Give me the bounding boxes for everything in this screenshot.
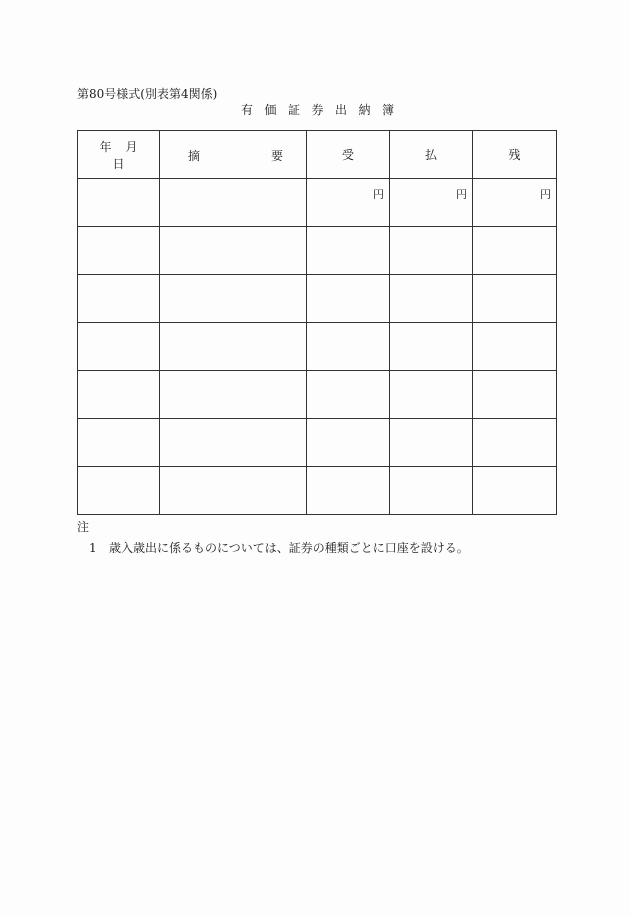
cell-summary <box>160 227 307 275</box>
cell-summary <box>160 419 307 467</box>
cell-summary <box>160 323 307 371</box>
note-text: 歳入歳出に係るものについては、証券の種類ごとに口座を設ける。 <box>109 541 469 555</box>
form-number: 第80号様式(別表第4関係) <box>77 87 218 101</box>
table-row <box>78 419 557 467</box>
cell-received <box>307 179 390 227</box>
cell-balance <box>473 227 557 275</box>
cell-date <box>78 419 160 467</box>
unit-yen-paid: 円 <box>456 188 467 201</box>
unit-yen-balance: 円 <box>540 188 551 201</box>
cell-summary <box>160 371 307 419</box>
securities-ledger-table <box>77 130 557 515</box>
table-row <box>78 227 557 275</box>
cell-received <box>307 419 390 467</box>
cell-received <box>307 323 390 371</box>
header-balance: 残 <box>473 131 557 179</box>
cell-date <box>78 275 160 323</box>
cell-received <box>307 371 390 419</box>
cell-paid <box>390 371 473 419</box>
cell-balance <box>473 179 557 227</box>
cell-summary <box>160 275 307 323</box>
cell-balance <box>473 371 557 419</box>
header-paid: 払 <box>390 131 473 179</box>
cell-received <box>307 275 390 323</box>
header-date: 年月日 <box>78 131 160 179</box>
header-summary-part2: 要 <box>271 149 284 163</box>
table-row <box>78 179 557 227</box>
cell-received <box>307 227 390 275</box>
cell-date <box>78 371 160 419</box>
cell-paid <box>390 179 473 227</box>
table-row <box>78 371 557 419</box>
cell-balance <box>473 275 557 323</box>
table-row <box>78 467 557 515</box>
header-summary <box>160 131 307 179</box>
cell-balance <box>473 323 557 371</box>
unit-yen-received: 円 <box>373 188 384 201</box>
form-title: 有価証券出納簿 <box>241 103 406 117</box>
table-header-row <box>78 131 557 179</box>
cell-date <box>78 227 160 275</box>
table-row <box>78 275 557 323</box>
cell-summary <box>160 179 307 227</box>
note-item <box>89 539 469 556</box>
cell-balance <box>473 467 557 515</box>
cell-date <box>78 323 160 371</box>
cell-received <box>307 467 390 515</box>
table-row <box>78 323 557 371</box>
cell-summary <box>160 467 307 515</box>
cell-paid <box>390 275 473 323</box>
notes-heading: 注 <box>77 520 90 534</box>
cell-paid <box>390 467 473 515</box>
cell-paid <box>390 419 473 467</box>
cell-paid <box>390 227 473 275</box>
cell-date <box>78 467 160 515</box>
header-summary-part1: 摘 <box>188 149 201 163</box>
cell-paid <box>390 323 473 371</box>
note-number: 1 <box>89 541 97 555</box>
cell-balance <box>473 419 557 467</box>
header-received: 受 <box>307 131 390 179</box>
cell-date <box>78 179 160 227</box>
